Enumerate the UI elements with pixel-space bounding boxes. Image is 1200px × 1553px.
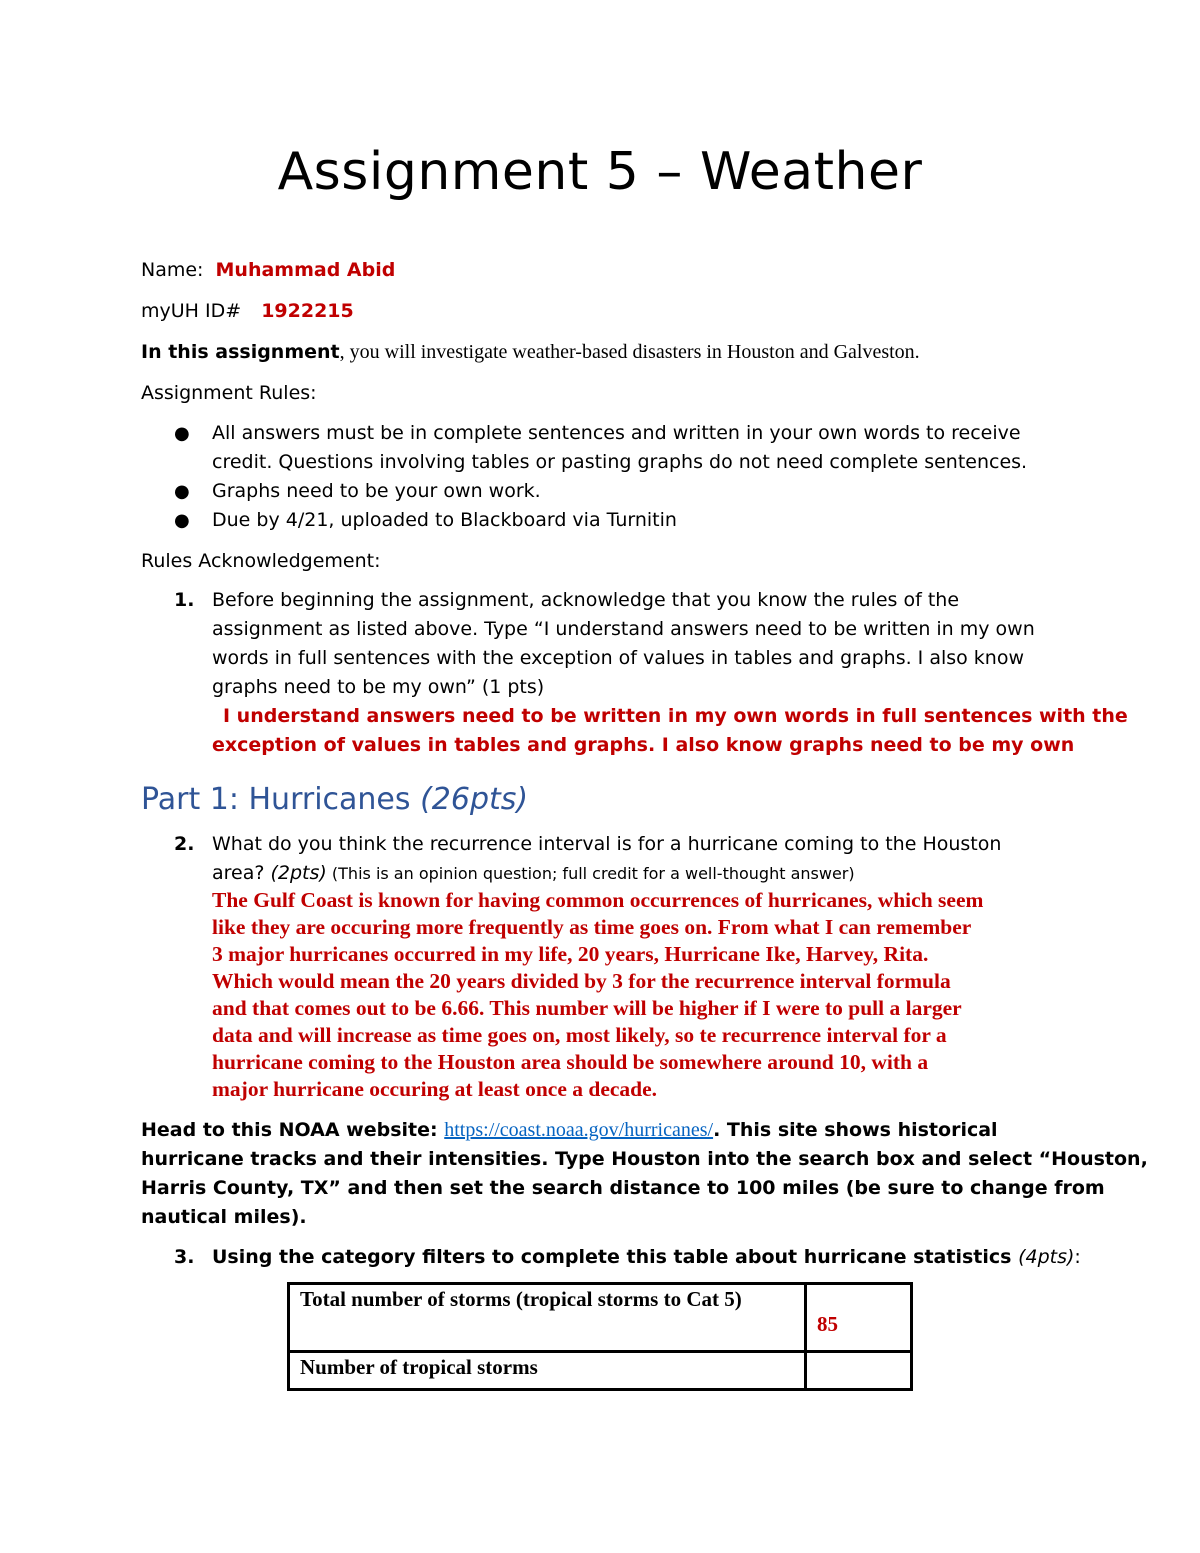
q1-answer: exception of values in tables and graphs. I also know graphs need to be my own	[212, 734, 1075, 756]
q1-text: words in full sentences with the exception of values in tables and graphs. I also know	[212, 647, 1025, 669]
noaa-text: hurricane tracks and their intensities. Type Houston into the search box and select “Houston,	[141, 1148, 1148, 1170]
q2-answer: like they are occuring more frequently as time goes on. From what I can remember	[212, 915, 972, 939]
intro-text: , you will investigate weather-based disasters in Houston and Galveston.	[339, 341, 920, 363]
hurricane-stats-table	[287, 1282, 913, 1391]
section-heading-points: (26pts)	[420, 782, 529, 817]
name-label: Name:	[141, 259, 204, 281]
q2-answer: The Gulf Coast is known for having common occurrences of hurricanes, which seem	[212, 888, 984, 912]
id-label: myUH ID#	[141, 300, 242, 322]
section-heading	[141, 782, 528, 817]
q2-answer: data and will increase as time goes on, most likely, so te recurrence interval for a	[212, 1023, 947, 1047]
q2-answer: 3 major hurricanes occurred in my life, 20 years, Hurricane Ike, Harvey, Rita.	[212, 942, 929, 966]
table-row	[289, 1352, 912, 1390]
q3-text	[212, 1243, 1081, 1272]
noaa-prefix: Head to this NOAA website:	[141, 1119, 445, 1141]
q2-answer: hurricane coming to the Houston area should be somewhere around 10, with a	[212, 1050, 929, 1074]
rule-item: Due by 4/21, uploaded to Blackboard via Turnitin	[212, 509, 677, 531]
rule-item: All answers must be in complete sentences and written in your own words to receive	[212, 422, 1021, 444]
rule-item: credit. Questions involving tables or pasting graphs do not need complete sentences.	[212, 451, 1028, 473]
name-value: Muhammad Abid	[215, 259, 396, 281]
table-cell-value[interactable]	[806, 1352, 912, 1390]
noaa-link[interactable]: https://coast.noaa.gov/hurricanes/	[444, 1119, 714, 1141]
q1-text: Before beginning the assignment, acknowledge that you know the rules of the	[212, 589, 960, 611]
noaa-line	[141, 1116, 998, 1145]
q3-text-main: Using the category filters to complete this table about hurricane statistics	[212, 1246, 1019, 1268]
bullet-icon: ●	[174, 510, 190, 531]
bullet-icon: ●	[174, 423, 190, 444]
id-value: 1922215	[261, 300, 354, 322]
table-cell-label: Total number of storms (tropical storms to Cat 5)	[289, 1284, 806, 1352]
noaa-text: nautical miles).	[141, 1206, 307, 1228]
page-title: Assignment 5 – Weather	[277, 142, 923, 202]
noaa-text: Harris County, TX” and then set the search distance to 100 miles (be sure to change from	[141, 1177, 1105, 1199]
q2-answer: major hurricane occuring at least once a decade.	[212, 1077, 658, 1101]
q2-text: What do you think the recurrence interval is for a hurricane coming to the Houston	[212, 833, 1002, 855]
q1-text: graphs need to be my own” (1 pts)	[212, 676, 545, 698]
ack-heading: Rules Acknowledgement:	[141, 550, 381, 572]
name-line	[141, 256, 395, 285]
table-cell-label: Number of tropical storms	[289, 1352, 806, 1390]
q1-answer: I understand answers need to be written in my own words in full sentences with the	[223, 705, 1128, 727]
section-heading-label: Part 1: Hurricanes	[141, 782, 421, 817]
intro-bold: In this assignment	[141, 341, 340, 363]
q3-points: (4pts)	[1018, 1246, 1075, 1268]
q1-text: assignment as listed above. Type “I understand answers need to be written in my own	[212, 618, 1035, 640]
q2-note: (This is an opinion question; full credit for a well-thought answer)	[326, 864, 855, 883]
question-number: 3.	[174, 1246, 195, 1268]
bullet-icon: ●	[174, 481, 190, 502]
rules-heading: Assignment Rules:	[141, 382, 317, 404]
rule-item: Graphs need to be your own work.	[212, 480, 541, 502]
table-row	[289, 1284, 912, 1352]
intro-line	[141, 338, 920, 367]
id-line	[141, 297, 354, 326]
q2-answer: Which would mean the 20 years divided by 3 for the recurrence interval formula	[212, 969, 951, 993]
q2-points: (2pts)	[270, 862, 327, 884]
q2-answer: and that comes out to be 6.66. This number will be higher if I were to pull a larger	[212, 996, 962, 1020]
q2-text-start: area?	[212, 862, 271, 884]
noaa-suffix: . This site shows historical	[713, 1119, 998, 1141]
question-number: 1.	[174, 589, 195, 611]
q3-colon: :	[1074, 1246, 1081, 1268]
q2-text	[212, 859, 855, 888]
question-number: 2.	[174, 833, 195, 855]
table-cell-value[interactable]: 85	[806, 1284, 912, 1352]
